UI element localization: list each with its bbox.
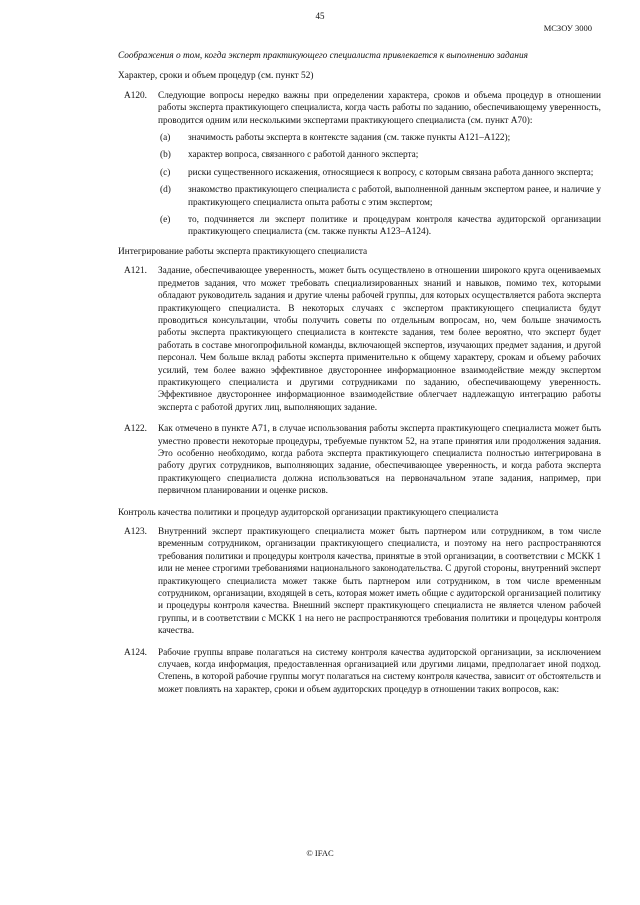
list-text: значимость работы эксперта в контексте задания (см. также пункты A121–A122); [188, 133, 511, 144]
list-marker: (d) [160, 185, 171, 196]
paragraph-label: A120. [124, 90, 147, 101]
list-text: то, подчиняется ли эксперт политике и процедурам контроля качества аудиторской организации практикующего специалиста (см. также пункты A123–A124). [188, 215, 601, 238]
paragraph-text: Задание, обеспечивающее уверенность, может быть осуществлено в отношении широкого круга оцениваемых предметов задания, что может требовать специализированных знаний и навыков, помимо тех, которыми обладают руководитель задания и другие члены рабочей группы, для которых осуществляется работа эксперта практикующего специалиста. В некоторых случаях с экспертом практикующего специалиста будут проводиться консультации, чтобы получить советы по отдельным вопросам, но, чем больше значимость работы эксперта практикующего специалиста в контексте задания, тем более вероятно, что эксперт будет работать в составе многопрофильной команды, включающей экспертов, изучающих предмет задания, и другой персонал. Чем больше вклад работы эксперта применительно к общему характеру, срокам и объему рабочих усилий, тем более важно эффективное двустороннее информационное взаимодействие между экспертом практикующего специалиста и другими сотрудниками по заданию, обеспечивающему уверенность. Эффективное двустороннее информационное взаимодействие облегчает надлежащую интеграцию работы эксперта с работой других лиц, выполняющих задание. [158, 266, 601, 413]
paragraph-label: A124. [124, 647, 147, 658]
paragraph-a122 [118, 423, 601, 497]
list-a120 [118, 132, 601, 239]
list-text: знакомство практикующего специалиста с работой, выполненной данным экспертом ранее, и наличие у практикующего специалиста опыта работы с этим экспертом; [188, 185, 601, 208]
list-item [118, 149, 601, 161]
list-item [118, 167, 601, 179]
section-heading: Соображения о том, когда эксперт практикующего специалиста привлекается к выполнению задания [118, 51, 528, 61]
list-marker: (c) [160, 167, 171, 178]
paragraph-a121 [118, 265, 601, 414]
list-item [118, 132, 601, 144]
page-number: 45 [315, 11, 325, 21]
paragraph-a123 [118, 526, 601, 638]
list-marker: (b) [160, 150, 171, 161]
list-item [118, 214, 601, 239]
subheading-integration: Интегрирование работы эксперта практикующего специалиста [118, 246, 368, 257]
paragraph-label: A121. [124, 266, 147, 277]
list-text: риски существенного искажения, относящиеся к вопросу, с которым связана работа данного эксперта; [188, 167, 594, 178]
paragraph-a124 [118, 647, 601, 697]
paragraph-text: Следующие вопросы нередко важны при определении характера, сроков и объема процедур в отношении работы эксперта практикующего специалиста, когда часть работы по заданию, обеспечивающему уверенность, проводится одним или несколькими экспертами практикующего специалиста (см. пункт A70): [158, 90, 601, 126]
footer-copyright: © IFAC [306, 848, 334, 858]
subheading-quality-control: Контроль качества политики и процедур аудиторской организации практикующего специалиста [118, 507, 499, 518]
paragraph-label: A123. [124, 527, 147, 537]
paragraph-text: Рабочие группы вправе полагаться на систему контроля качества аудиторской организации, за исключением случаев, когда информация, предоставленная организацией или другими лицами, предполагает иной подход. Степень, в которой рабочие группы могут полагаться на систему контроля качества, зависит от обстоятельств и может повлиять на характер, сроки и объем аудиторских процедур в отношении таких вопросов, как: [158, 647, 601, 695]
paragraph-text: Внутренний эксперт практикующего специалиста может быть партнером или сотрудником, в том числе временным сотрудником, организации практикующего специалиста, и поэтому на него распространяются требования политики и процедуры контроля качества, принятые в этой организации, в соответствии с МСКК 1 или не менее строгими требованиями национального законодательства. С другой стороны, внутренний эксперт практикующего специалиста может также быть партнером или сотрудником, в том числе временным сотрудником, организации, входящей в сеть, которая может иметь общие с аудиторской организацией политику и процедуры контроля качества. Внешний эксперт практикующего специалиста не является членом рабочей группы, и в соответствии с МСКК 1 на него не распространяются требования политики и процедуры контроля качества. [158, 527, 601, 637]
paragraph-label: A122. [124, 424, 147, 435]
list-marker: (a) [160, 133, 171, 144]
subheading-procedures: Характер, сроки и объем процедур (см. пункт 52) [118, 71, 314, 82]
document-code: МСЗОУ 3000 [543, 23, 592, 33]
paragraph-text: Как отмечено в пункте A71, в случае использования работы эксперта практикующего специалиста может быть уместно провести некоторые процедуры, требуемые пунктом 52, на этапе принятия или продолжения задания. Это особенно необходимо, когда работа эксперта практикующего специалиста полностью интегрирована в работу других сотрудников, выполняющих задание, обеспечивающее уверенность, и когда работа эксперта практикующего специалиста должна использоваться на первоначальном этапе задания, например, при первичном планировании и оценке рисков. [158, 424, 601, 497]
list-text: характер вопроса, связанного с работой данного эксперта; [188, 150, 419, 161]
list-marker: (e) [160, 215, 171, 226]
list-item [118, 184, 601, 209]
page-content [118, 50, 601, 699]
paragraph-a120 [118, 90, 601, 127]
